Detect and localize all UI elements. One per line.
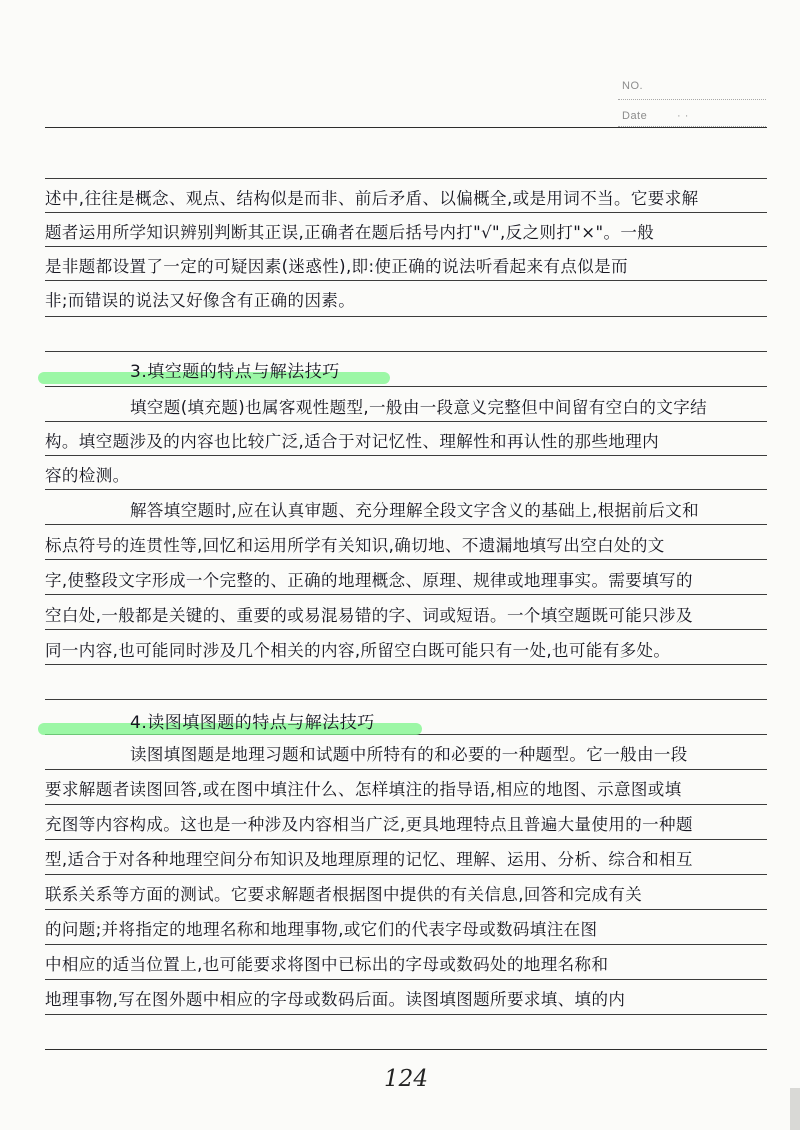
number-dotted-line <box>618 99 766 100</box>
section-4-heading: 4.读图填图题的特点与解法技巧 <box>130 713 375 733</box>
text-line: 地理事物,写在图外题中相应的字母或数码后面。读图填图题所要求填、填的内 <box>45 990 626 1009</box>
text-line: 填空题(填充题)也属客观性题型,一般由一段意义完整但中间留有空白的文字结 <box>130 398 708 417</box>
date-dots: · · <box>677 110 689 122</box>
ruled-line <box>45 178 767 179</box>
text-line: 联系关系等方面的测试。它要求解题者根据图中提供的有关信息,回答和完成有关 <box>45 885 643 904</box>
text-line: 述中,往往是概念、观点、结构似是而非、前后矛盾、以偏概全,或是用词不当。它要求解 <box>45 189 699 208</box>
text-line: 非;而错误的说法又好像含有正确的因素。 <box>45 291 356 310</box>
text-line: 容的检测。 <box>45 466 130 485</box>
text-line: 字,使整段文字形成一个完整的、正确的地理概念、原理、规律或地理事实。需要填写的 <box>45 571 693 590</box>
text-line: 要求解题者读图回答,或在图中填注什么、怎样填注的指导语,相应的地图、示意图或填 <box>45 780 682 799</box>
page-number: 124 <box>384 1066 428 1092</box>
text-line: 标点符号的连贯性等,回忆和运用所学有关知识,确切地、不遗漏地填写出空白处的文 <box>45 536 665 555</box>
section-3-heading: 3.填空题的特点与解法技巧 <box>130 362 340 382</box>
text-line: 中相应的适当位置上,也可能要求将图中已标出的字母或数码处的地理名称和 <box>45 955 609 974</box>
date-label: Date <box>622 110 648 122</box>
text-line: 型,适合于对各种地理空间分布知识及地理原理的记忆、理解、运用、分析、综合和相互 <box>45 850 693 869</box>
text-line: 充图等内容构成。这也是一种涉及内容相当广泛,更具地理特点且普遍大量使用的一种题 <box>45 815 693 834</box>
ruled-line <box>45 351 767 352</box>
page-edge <box>790 1088 800 1130</box>
text-line: 题者运用所学知识辨别判断其正误,正确者在题后括号内打"√",反之则打"×"。一般 <box>45 223 655 242</box>
ruled-line <box>45 127 767 128</box>
text-line: 空白处,一般都是关键的、重要的或易混易错的字、词或短语。一个填空题既可能只涉及 <box>45 606 693 625</box>
text-line: 的问题;并将指定的地理名称和地理事物,或它们的代表字母或数码填注在图 <box>45 920 598 939</box>
text-line: 解答填空题时,应在认真审题、充分理解全段文字含义的基础上,根据前后文和 <box>130 501 699 520</box>
number-label: NO. <box>622 80 644 92</box>
ruled-line <box>45 699 767 700</box>
text-line: 读图填图题是地理习题和试题中所特有的和必要的一种题型。它一般由一段 <box>130 745 688 764</box>
text-line: 同一内容,也可能同时涉及几个相关的内容,所留空白既可能只有一处,也可能有多处。 <box>45 641 671 660</box>
ruled-line <box>45 386 767 387</box>
text-line: 是非题都设置了一定的可疑因素(迷惑性),即:使正确的说法听看起来有点似是而 <box>45 257 628 276</box>
text-line: 构。填空题涉及的内容也比较广泛,适合于对记忆性、理解性和再认性的那些地理内 <box>45 432 660 451</box>
ruled-line <box>45 1049 767 1050</box>
